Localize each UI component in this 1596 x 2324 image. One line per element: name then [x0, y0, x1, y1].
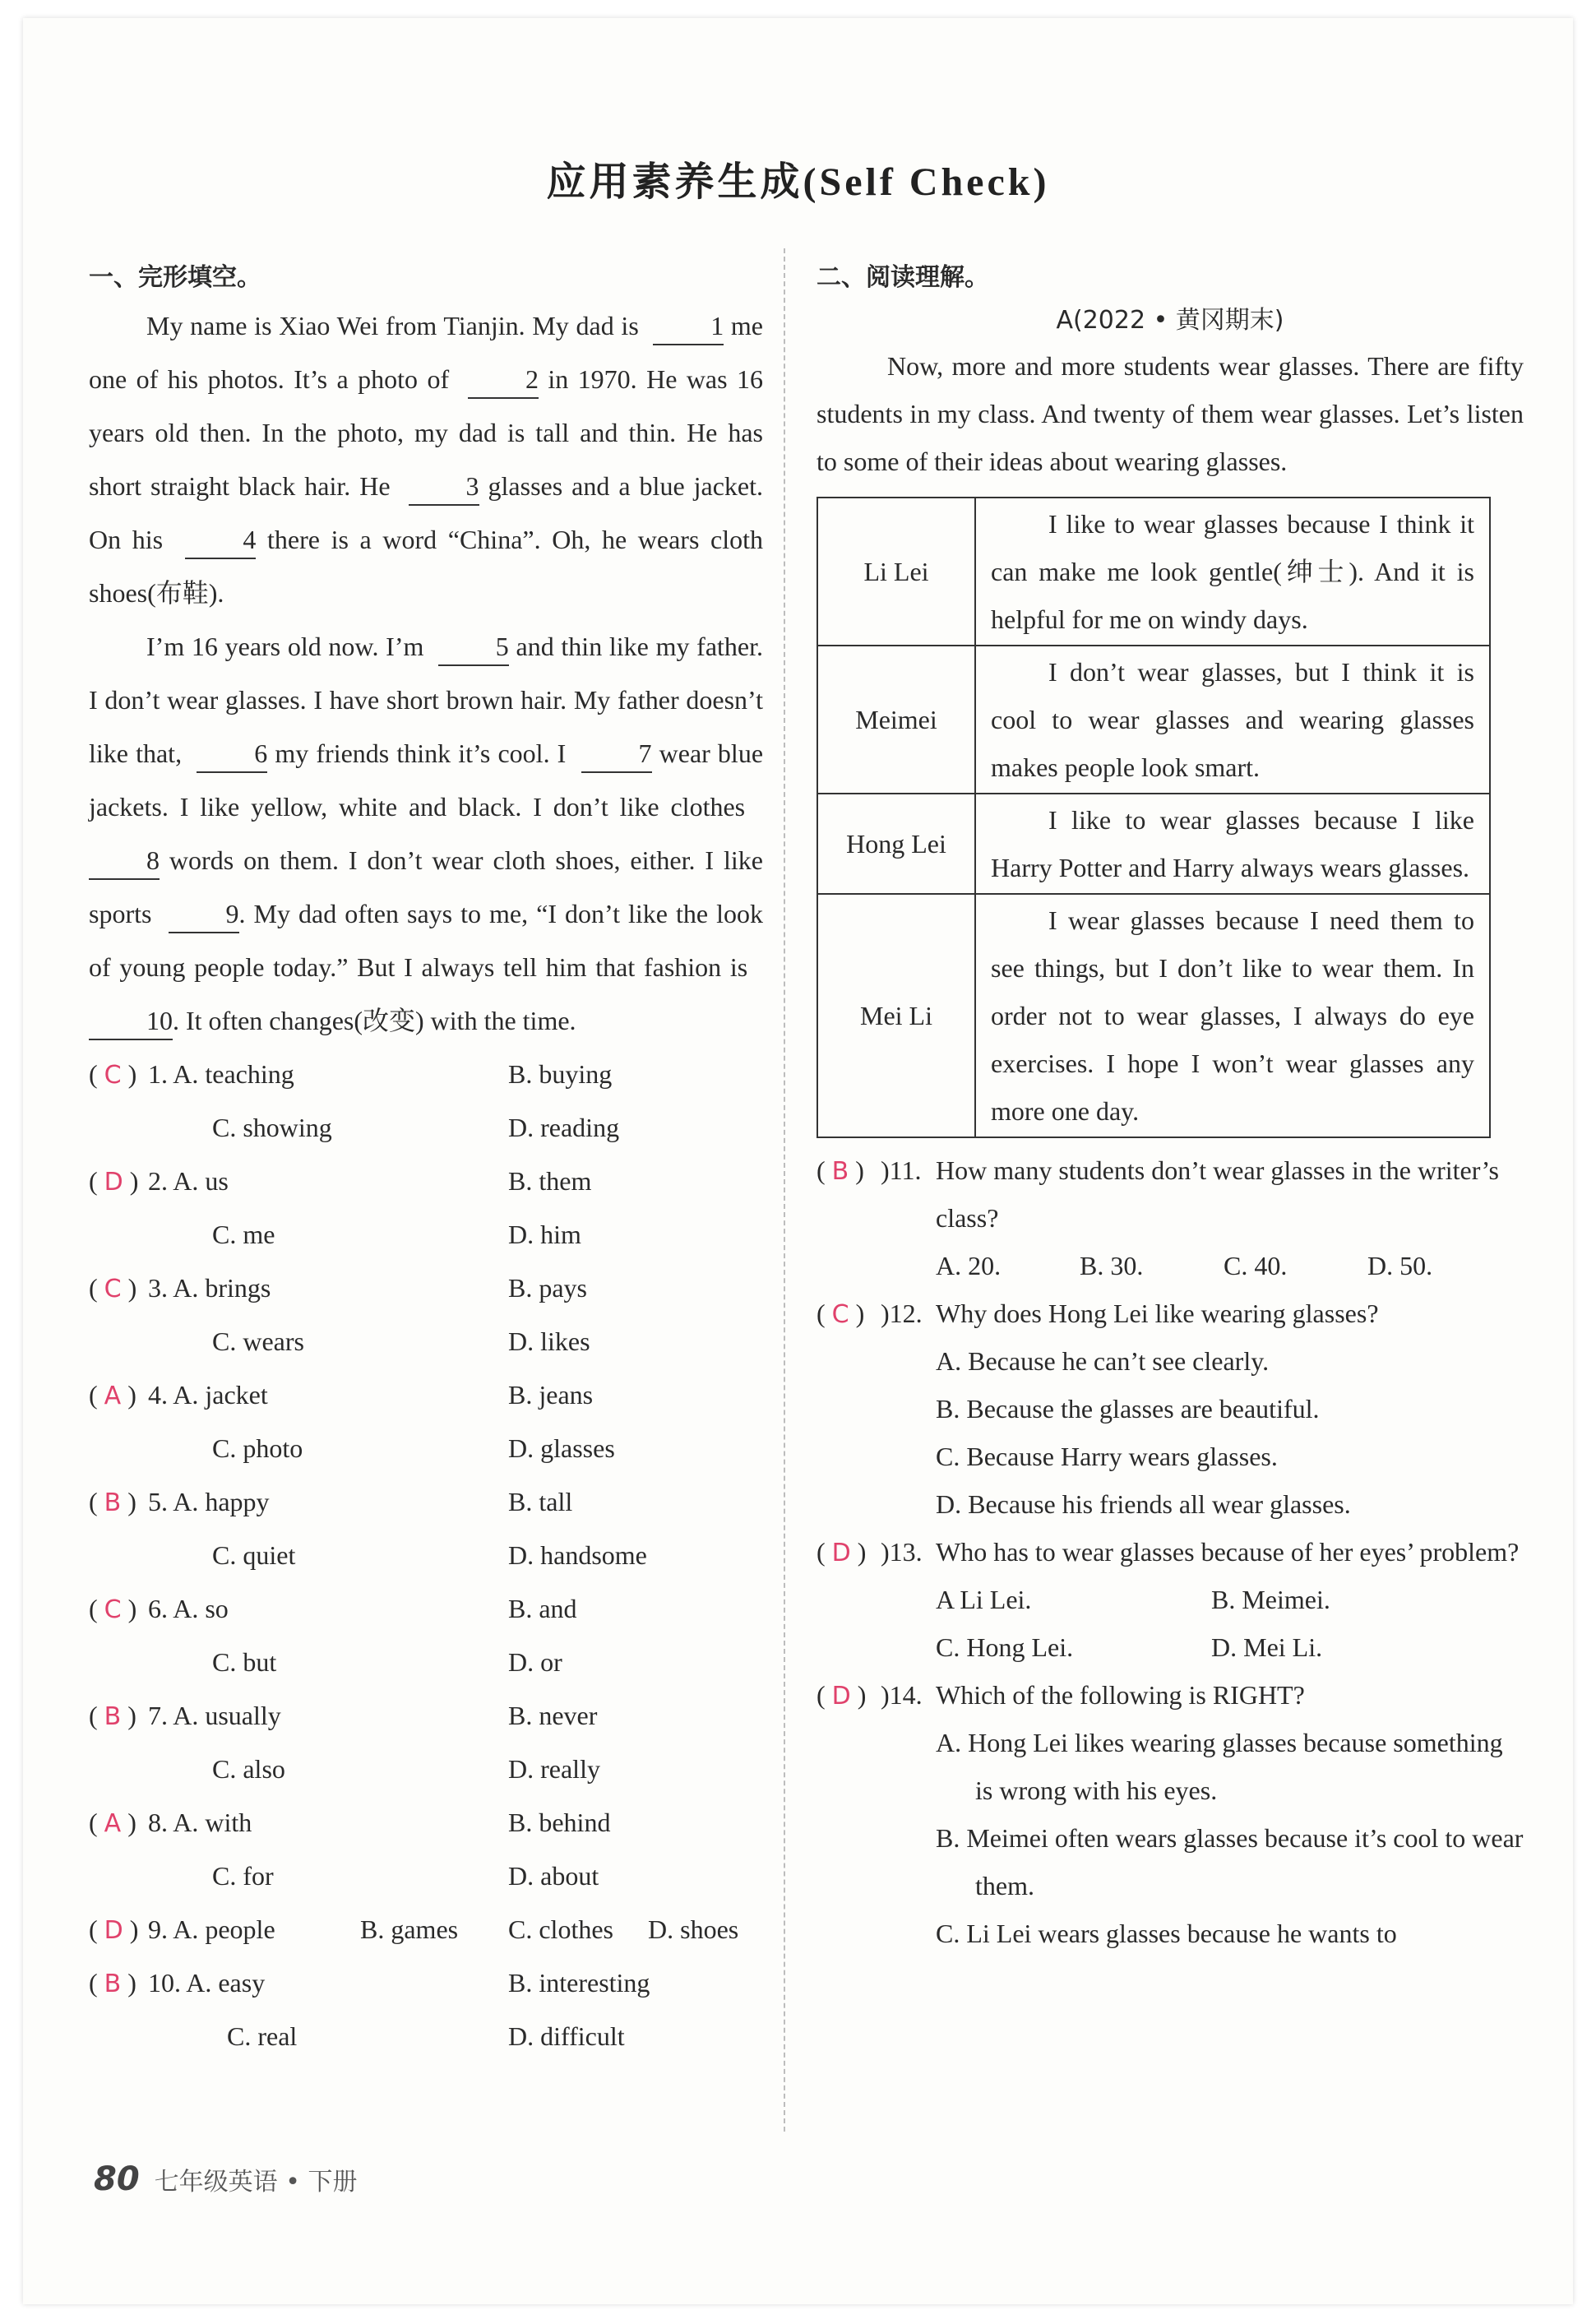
answer-letter: A [104, 1382, 122, 1410]
answer-blank[interactable]: 6 [197, 735, 267, 773]
option-b: B. never [508, 1701, 598, 1730]
question-row [89, 1155, 763, 1208]
question-text: How many students don’t wear glasses in the writer’s class? [936, 1155, 1499, 1233]
page-title: 应用素养生成(Self Check) [546, 160, 1050, 204]
option-text: A. so [173, 1594, 229, 1623]
question-number: 10 [148, 1968, 174, 1998]
answer-letter: D [831, 1539, 851, 1567]
answer-bracket: ( C ) [89, 1059, 137, 1090]
question-number: )13. [881, 1537, 923, 1567]
answer-bracket: ( A ) [89, 1808, 136, 1838]
option-text: A. easy [186, 1968, 266, 1998]
question-number: )12. [881, 1299, 923, 1328]
question-row [89, 1208, 763, 1262]
option-a: 4. A. jacket [148, 1380, 268, 1410]
option-a: 1. A. teaching [148, 1059, 294, 1089]
question-stem [817, 1671, 1524, 1719]
question-stem [817, 1289, 1524, 1337]
answer-letter: B [104, 1970, 122, 1998]
option-d: D. shoes [648, 1914, 739, 1944]
worksheet-page [23, 18, 1573, 2304]
option: A. Hong Lei likes wearing glasses because something is wrong with his eyes. [936, 1728, 1503, 1805]
option-text: A. usually [173, 1701, 281, 1730]
question-row [89, 1529, 763, 1582]
passage-text: I’m 16 years old now. I’m [146, 632, 432, 661]
answer-letter: D [104, 1916, 123, 1945]
answer-letter: C [104, 1595, 122, 1624]
option: B. Meimei. [1211, 1585, 1330, 1614]
student-name: Mei Li [817, 894, 975, 1137]
question-stem [817, 1146, 1524, 1242]
option-a: 6. A. so [148, 1594, 229, 1623]
question-row [89, 1262, 763, 1315]
ideas-table [817, 497, 1491, 1138]
option-c: C. wears [212, 1326, 304, 1356]
question-number: 7 [148, 1701, 161, 1730]
question-row [89, 1849, 763, 1903]
answer-bracket: ( D ) [817, 1537, 867, 1567]
student-name: Hong Lei [817, 794, 975, 894]
answer-letter: B [831, 1157, 849, 1186]
question-row [89, 1956, 763, 2010]
student-idea: I wear glasses because I need them to see things, but I don’t like to wear them. In order not to wear glasses, I always do eye exercises. I hope I won’t wear glasses any more one day. [975, 894, 1490, 1137]
option-d: D. about [508, 1861, 599, 1891]
option-c: C. photo [212, 1433, 303, 1463]
question-number: 6 [148, 1594, 161, 1623]
answer-blank[interactable]: 3 [409, 468, 479, 506]
option-c: C. but [212, 1647, 277, 1677]
answer-letter: B [104, 1702, 122, 1731]
option-a: 7. A. usually [148, 1701, 281, 1730]
option-a: 10. A. easy [148, 1968, 266, 1998]
reading-intro: Now, more and more students wear glasses. There are fifty students in my class. And twenty of them wear glasses. Let’s listen to some of their ideas about wearing glasses. [817, 351, 1524, 476]
table-row [817, 794, 1490, 894]
answer-bracket: ( D ) [89, 1166, 139, 1197]
passage-text: . My dad often says to me, “I don’t like the look of young people today.” But I always tell him that fashion is [89, 899, 764, 982]
option: D. Mei Li. [1211, 1632, 1323, 1662]
option-c: C. quiet [212, 1540, 296, 1570]
question-stem [817, 1528, 1524, 1576]
table-row [817, 646, 1490, 794]
question-row [89, 1422, 763, 1475]
cloze-heading: 一、完形填空。 [89, 263, 261, 292]
option-c: C. me [212, 1220, 275, 1249]
reading-section [817, 257, 1524, 1957]
option: A Li Lei. [936, 1585, 1032, 1614]
passage-text: glasses and a blue jacket. On his [89, 471, 764, 554]
question-number: 3 [148, 1273, 161, 1303]
option: D. 50. [1367, 1251, 1433, 1280]
passage-text: . It often changes(改变) with the time. [173, 1006, 576, 1035]
option: D. Because his friends all wear glasses. [936, 1489, 1351, 1519]
page-footer [94, 2160, 357, 2198]
answer-bracket: ( C ) [89, 1594, 137, 1624]
question-row [89, 1689, 763, 1743]
question-text: Who has to wear glasses because of her eyes’ problem? [936, 1537, 1520, 1567]
option: C. Hong Lei. [936, 1632, 1074, 1662]
answer-blank[interactable]: 1 [653, 308, 724, 345]
book-title: 七年级英语 • 下册 [154, 2168, 358, 2197]
option-d: D. really [508, 1754, 600, 1784]
question-row [89, 2010, 763, 2063]
answer-letter: C [831, 1300, 849, 1329]
question-row [89, 1903, 763, 1956]
options-row [817, 1576, 1524, 1623]
answer-blank[interactable]: 2 [468, 361, 539, 399]
option: A. Because he can’t see clearly. [936, 1346, 1270, 1376]
option-a: 2. A. us [148, 1166, 229, 1196]
passage-text: wear blue jackets. I like yellow, white and black. I don’t like clothes [89, 738, 764, 822]
option: C. 40. [1224, 1251, 1288, 1280]
reading-questions [817, 1146, 1524, 1957]
option-d: D. or [508, 1647, 562, 1677]
option-a: 9. A. people [148, 1914, 275, 1944]
student-idea: I don’t wear glasses, but I think it is cool to wear glasses and wearing glasses makes people look smart. [975, 646, 1490, 794]
student-name: Meimei [817, 646, 975, 794]
question-row [89, 1582, 763, 1636]
option-c: C. clothes [508, 1914, 613, 1944]
passage-text: me one of his photos. It’s a photo of [89, 311, 764, 394]
answer-blank[interactable]: 5 [438, 628, 509, 666]
option-d: D. likes [508, 1326, 590, 1356]
answer-letter: C [104, 1061, 122, 1090]
option-b: B. pays [508, 1273, 587, 1303]
question-row [89, 1048, 763, 1101]
answer-bracket: ( B ) [89, 1968, 136, 1998]
option-b: B. and [508, 1594, 577, 1623]
question-number: 8 [148, 1808, 161, 1837]
question-number: 2 [148, 1166, 161, 1196]
option-a: 5. A. happy [148, 1487, 270, 1516]
cloze-section [89, 257, 763, 2063]
question-number: )11. [881, 1155, 922, 1185]
option: B. Meimei often wears glasses because it’s cool to wear them. [936, 1823, 1524, 1900]
question-row [89, 1743, 763, 1796]
passage-text: there is a word “China”. Oh, he wears cloth shoes(布鞋). [89, 525, 764, 608]
question-row [89, 1315, 763, 1368]
passage-text: words on them. I don’t wear cloth shoes, either. I like sports [89, 845, 763, 928]
option-d: D. glasses [508, 1433, 615, 1463]
option-text: A. jacket [173, 1380, 268, 1410]
cloze-questions [89, 1048, 763, 2063]
option: C. Li Lei wears glasses because he wants to [936, 1919, 1397, 1948]
option: C. Because Harry wears glasses. [936, 1442, 1278, 1471]
question-row [89, 1101, 763, 1155]
answer-bracket: ( C ) [89, 1273, 137, 1303]
answer-blank[interactable]: 4 [185, 521, 256, 559]
option-text: A. brings [173, 1273, 271, 1303]
option-b: B. tall [508, 1487, 573, 1516]
table-row [817, 498, 1490, 646]
option: B. Because the glasses are beautiful. [936, 1394, 1320, 1424]
passage-text: in 1970. He was 16 years old then. In the photo, my dad is tall and thin. He has short straight black hair. He [89, 364, 764, 501]
answer-letter: D [831, 1682, 851, 1711]
passage-text: and thin like my father. I don’t wear glasses. I have short brown hair. My father doesn’t like that, [89, 632, 764, 768]
cloze-paragraph [89, 620, 763, 1048]
passage-text: my friends think it’s cool. I [267, 738, 574, 768]
option-c: C. also [212, 1754, 285, 1784]
answer-letter: C [104, 1275, 122, 1303]
student-idea: I like to wear glasses because I think it can make me look gentle(绅士). And it is helpful for me on windy days. [975, 498, 1490, 646]
option-c: C. real [227, 2021, 298, 2051]
option-text: A. teaching [173, 1059, 294, 1089]
table-row [817, 894, 1490, 1137]
answer-blank[interactable]: 9 [169, 896, 239, 933]
page-number: 80 [94, 2160, 140, 2198]
question-number: )14. [881, 1680, 923, 1710]
answer-blank[interactable]: 7 [581, 735, 652, 773]
option-d: D. difficult [508, 2021, 625, 2051]
answer-letter: B [104, 1488, 122, 1517]
option-b: B. interesting [508, 1968, 650, 1998]
option-c: C. showing [212, 1113, 332, 1142]
answer-blank[interactable]: 10 [89, 1002, 173, 1040]
option-a: 3. A. brings [148, 1273, 271, 1303]
answer-bracket: ( D ) [817, 1680, 867, 1711]
answer-bracket: ( A ) [89, 1380, 136, 1410]
reading-heading: 二、阅读理解。 [817, 263, 989, 292]
answer-bracket: ( B ) [89, 1701, 136, 1731]
answer-bracket: ( C ) [817, 1299, 865, 1329]
option: A. 20. [936, 1251, 1002, 1280]
options-row [817, 1242, 1524, 1289]
column-divider [784, 248, 785, 2132]
option-d: D. him [508, 1220, 581, 1249]
question-number: 9 [148, 1914, 161, 1944]
question-number: 4 [148, 1380, 161, 1410]
option-text: A. people [173, 1914, 275, 1944]
option-b: B. games [360, 1914, 459, 1944]
cloze-passage [89, 299, 763, 1048]
passage-source: A(2022 • 黄冈期末) [1056, 306, 1284, 335]
answer-blank[interactable]: 8 [89, 842, 160, 880]
option-b: B. jeans [508, 1380, 594, 1410]
option-d: D. handsome [508, 1540, 647, 1570]
question-row [89, 1368, 763, 1422]
option-b: B. buying [508, 1059, 613, 1089]
answer-bracket: ( D ) [89, 1914, 139, 1945]
option-d: D. reading [508, 1113, 620, 1142]
option-a: 8. A. with [148, 1808, 252, 1837]
option-b: B. them [508, 1166, 592, 1196]
student-name: Li Lei [817, 498, 975, 646]
answer-bracket: ( B ) [89, 1487, 136, 1517]
option-text: A. happy [173, 1487, 270, 1516]
question-text: Why does Hong Lei like wearing glasses? [936, 1299, 1379, 1328]
student-idea: I like to wear glasses because I like Harry Potter and Harry always wears glasses. [975, 794, 1490, 894]
question-number: 1 [148, 1059, 161, 1089]
answer-bracket: ( B ) [817, 1155, 864, 1186]
cloze-paragraph [89, 299, 763, 620]
question-row [89, 1636, 763, 1689]
option-text: A. us [173, 1166, 229, 1196]
question-row [89, 1475, 763, 1529]
answer-letter: D [104, 1168, 123, 1197]
passage-text: My name is Xiao Wei from Tianjin. My dad is [146, 311, 646, 340]
question-row [89, 1796, 763, 1849]
option-c: C. for [212, 1861, 274, 1891]
option: B. 30. [1080, 1251, 1144, 1280]
question-text: Which of the following is RIGHT? [936, 1680, 1305, 1710]
option-b: B. behind [508, 1808, 611, 1837]
answer-letter: A [104, 1809, 122, 1838]
option-text: A. with [173, 1808, 252, 1837]
question-number: 5 [148, 1487, 161, 1516]
options-row [817, 1623, 1524, 1671]
